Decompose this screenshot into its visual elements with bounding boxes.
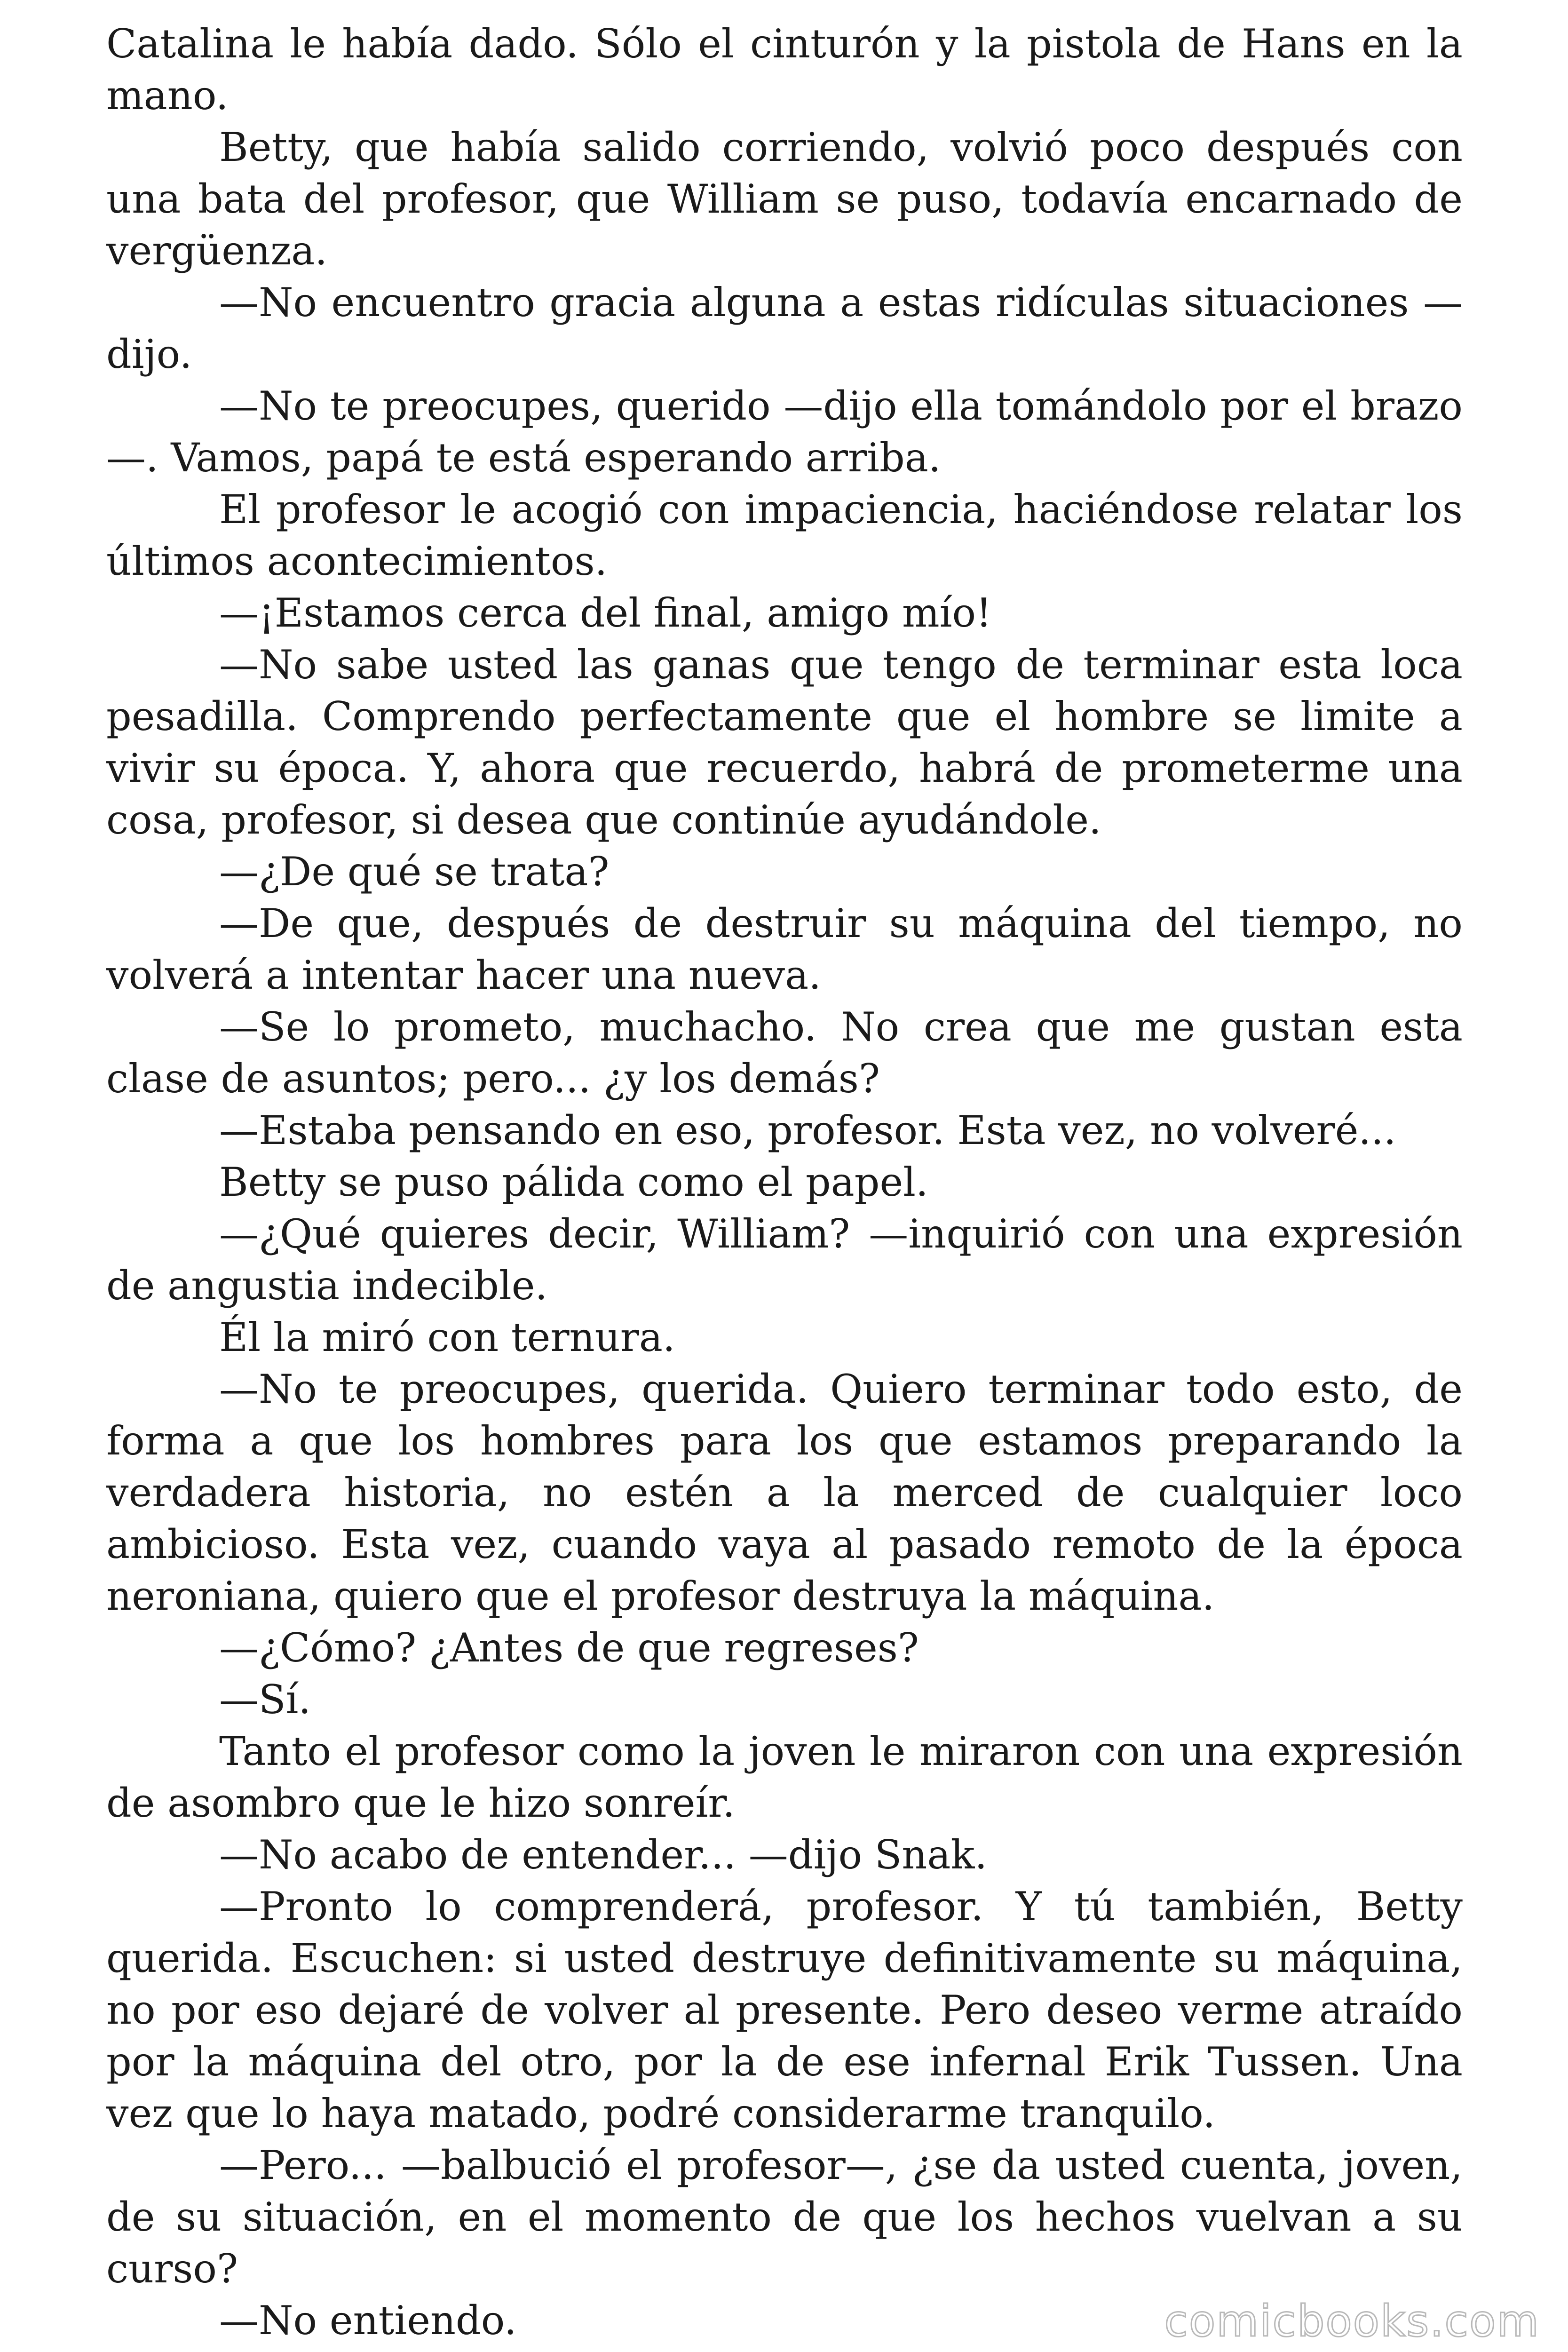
paragraph: Catalina le había dado. Sólo el cinturón y la pistola de Hans en la mano.	[106, 21, 1463, 119]
paragraph: —Sí.	[219, 1677, 311, 1723]
paragraph: Betty, que había salido corriendo, volvió poco después con una bata del profesor, que William se puso, todavía encarnado de vergüenza.	[106, 124, 1463, 274]
paragraph: Tanto el profesor como la joven le miraron con una expresión de asombro que le hizo sonreír.	[106, 1728, 1463, 1826]
paragraph: El profesor le acogió con impaciencia, haciéndose relatar los últimos acontecimientos.	[106, 486, 1463, 584]
paragraph: Betty se puso pálida como el papel.	[219, 1159, 928, 1205]
paragraph: —No te preocupes, querido —dijo ella tomándolo por el brazo —. Vamos, papá te está esperando arriba.	[106, 383, 1463, 481]
watermark: comicbooks.com	[1164, 2296, 1540, 2346]
paragraph: —¿Cómo? ¿Antes de que regreses?	[219, 1625, 919, 1671]
paragraph: —Se lo prometo, muchacho. No crea que me gustan esta clase de asuntos; pero... ¿y los demás?	[106, 1004, 1463, 1102]
paragraph: —¿Qué quieres decir, William? —inquirió con una expresión de angustia indecible.	[106, 1211, 1463, 1309]
paragraph: —No entiendo.	[219, 2297, 517, 2344]
paragraph: —¡Estamos cerca del final, amigo mío!	[219, 590, 992, 636]
paragraph: —No sabe usted las ganas que tengo de terminar esta loca pesadilla. Comprendo perfectamente que el hombre se limite a vivir su época. Y, ahora que recuerdo, habrá de prometerme una cosa, profesor, si desea que continúe ayudándole.	[106, 642, 1463, 843]
paragraph: —Pronto lo comprenderá, profesor. Y tú también, Betty querida. Escuchen: si usted destruye definitivamente su máquina, no por eso dejaré de volver al presente. Pero deseo verme atraído por la máquina del otro, por la de ese infernal Erik Tussen. Una vez que lo haya matado, podré considerarme tranquilo.	[106, 1883, 1463, 2137]
paragraph: —Estaba pensando en eso, profesor. Esta vez, no volveré...	[219, 1107, 1396, 1153]
paragraph: Él la miró con ternura.	[219, 1314, 675, 1360]
page-text	[106, 18, 1463, 2346]
paragraph: —No encuentro gracia alguna a estas ridículas situaciones —dijo.	[106, 279, 1463, 377]
paragraph: —No te preocupes, querida. Quiero terminar todo esto, de forma a que los hombres para los que estamos preparando la verdadera historia, no estén a la merced de cualquier loco ambicioso. Esta vez, cuando vaya al pasado remoto de la época neroniana, quiero que el profesor destruya la máquina.	[106, 1366, 1463, 1619]
paragraph: —Pero... —balbució el profesor—, ¿se da usted cuenta, joven, de su situación, en el momento de que los hechos vuelvan a su curso?	[106, 2142, 1463, 2292]
paragraph: —¿De qué se trata?	[219, 849, 610, 895]
paragraph: —No acabo de entender... —dijo Snak.	[219, 1832, 988, 1878]
paragraph: —De que, después de destruir su máquina del tiempo, no volverá a intentar hacer una nueva.	[106, 900, 1463, 998]
